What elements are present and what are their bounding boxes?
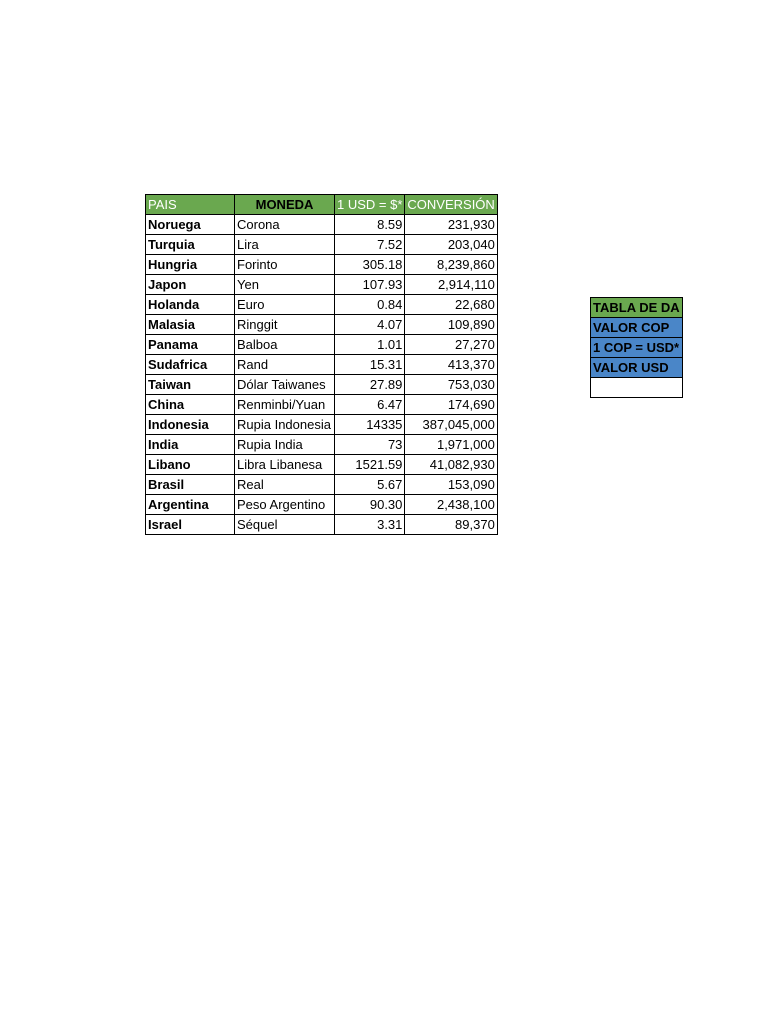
rate-cell[interactable]: 6.47 bbox=[335, 395, 405, 415]
conversion-cell[interactable]: 89,370 bbox=[405, 515, 497, 535]
side-title-cell[interactable]: TABLA DE DA bbox=[591, 298, 683, 318]
moneda-cell[interactable]: Peso Argentino bbox=[235, 495, 335, 515]
table-row bbox=[146, 435, 498, 455]
conversion-cell[interactable]: 753,030 bbox=[405, 375, 497, 395]
side-row-blank bbox=[591, 378, 683, 398]
rate-cell[interactable]: 305.18 bbox=[335, 255, 405, 275]
pais-cell[interactable]: Brasil bbox=[146, 475, 235, 495]
table-row bbox=[146, 475, 498, 495]
table-row bbox=[146, 415, 498, 435]
conversion-cell[interactable]: 27,270 bbox=[405, 335, 497, 355]
moneda-cell[interactable]: Corona bbox=[235, 215, 335, 235]
moneda-cell[interactable]: Rupia India bbox=[235, 435, 335, 455]
blank-cell[interactable] bbox=[591, 378, 683, 398]
conversion-cell[interactable]: 231,930 bbox=[405, 215, 497, 235]
pais-cell[interactable]: Holanda bbox=[146, 295, 235, 315]
rate-cell[interactable]: 73 bbox=[335, 435, 405, 455]
side-row-valor-cop bbox=[591, 318, 683, 338]
pais-cell[interactable]: Taiwan bbox=[146, 375, 235, 395]
rate-cell[interactable]: 5.67 bbox=[335, 475, 405, 495]
pais-cell[interactable]: Argentina bbox=[146, 495, 235, 515]
table-row bbox=[146, 215, 498, 235]
rate-cell[interactable]: 1.01 bbox=[335, 335, 405, 355]
table-row bbox=[146, 315, 498, 335]
moneda-cell[interactable]: Rand bbox=[235, 355, 335, 375]
table-row bbox=[146, 455, 498, 475]
rate-cell[interactable]: 90.30 bbox=[335, 495, 405, 515]
conversion-cell[interactable]: 1,971,000 bbox=[405, 435, 497, 455]
data-side-table bbox=[590, 297, 683, 398]
pais-cell[interactable]: Indonesia bbox=[146, 415, 235, 435]
pais-cell[interactable]: China bbox=[146, 395, 235, 415]
moneda-cell[interactable]: Balboa bbox=[235, 335, 335, 355]
moneda-cell[interactable]: Yen bbox=[235, 275, 335, 295]
header-rate[interactable]: 1 USD = $* bbox=[335, 195, 405, 215]
pais-cell[interactable]: Israel bbox=[146, 515, 235, 535]
header-conversion[interactable]: CONVERSIÓN bbox=[405, 195, 497, 215]
table-row bbox=[146, 255, 498, 275]
valor-cop-cell[interactable]: VALOR COP bbox=[591, 318, 683, 338]
table-row bbox=[146, 335, 498, 355]
side-row-valor-usd bbox=[591, 358, 683, 378]
rate-cell[interactable]: 15.31 bbox=[335, 355, 405, 375]
conversion-cell[interactable]: 387,045,000 bbox=[405, 415, 497, 435]
conversion-cell[interactable]: 203,040 bbox=[405, 235, 497, 255]
moneda-cell[interactable]: Dólar Taiwanes bbox=[235, 375, 335, 395]
table-row bbox=[146, 275, 498, 295]
header-pais[interactable]: PAIS bbox=[146, 195, 235, 215]
table-row bbox=[146, 515, 498, 535]
rate-cell[interactable]: 8.59 bbox=[335, 215, 405, 235]
table-row bbox=[146, 235, 498, 255]
currency-table bbox=[145, 194, 498, 535]
table-row bbox=[146, 375, 498, 395]
pais-cell[interactable]: Panama bbox=[146, 335, 235, 355]
valor-usd-cell[interactable]: VALOR USD bbox=[591, 358, 683, 378]
conversion-cell[interactable]: 22,680 bbox=[405, 295, 497, 315]
moneda-cell[interactable]: Séquel bbox=[235, 515, 335, 535]
moneda-cell[interactable]: Ringgit bbox=[235, 315, 335, 335]
rate-cell[interactable]: 107.93 bbox=[335, 275, 405, 295]
conversion-cell[interactable]: 109,890 bbox=[405, 315, 497, 335]
pais-cell[interactable]: India bbox=[146, 435, 235, 455]
moneda-cell[interactable]: Renminbi/Yuan bbox=[235, 395, 335, 415]
conversion-cell[interactable]: 174,690 bbox=[405, 395, 497, 415]
rate-cell[interactable]: 0.84 bbox=[335, 295, 405, 315]
conversion-cell[interactable]: 41,082,930 bbox=[405, 455, 497, 475]
table-row bbox=[146, 495, 498, 515]
pais-cell[interactable]: Libano bbox=[146, 455, 235, 475]
table-row bbox=[146, 355, 498, 375]
conversion-cell[interactable]: 2,914,110 bbox=[405, 275, 497, 295]
table-row bbox=[146, 395, 498, 415]
rate-cell[interactable]: 27.89 bbox=[335, 375, 405, 395]
side-row-cop-usd bbox=[591, 338, 683, 358]
pais-cell[interactable]: Turquia bbox=[146, 235, 235, 255]
rate-cell[interactable]: 7.52 bbox=[335, 235, 405, 255]
pais-cell[interactable]: Sudafrica bbox=[146, 355, 235, 375]
cop-usd-cell[interactable]: 1 COP = USD* bbox=[591, 338, 683, 358]
moneda-cell[interactable]: Euro bbox=[235, 295, 335, 315]
rate-cell[interactable]: 3.31 bbox=[335, 515, 405, 535]
conversion-cell[interactable]: 153,090 bbox=[405, 475, 497, 495]
table-row bbox=[146, 295, 498, 315]
conversion-cell[interactable]: 2,438,100 bbox=[405, 495, 497, 515]
header-row bbox=[146, 195, 498, 215]
rate-cell[interactable]: 1521.59 bbox=[335, 455, 405, 475]
pais-cell[interactable]: Malasia bbox=[146, 315, 235, 335]
rate-cell[interactable]: 4.07 bbox=[335, 315, 405, 335]
side-row-title bbox=[591, 298, 683, 318]
pais-cell[interactable]: Hungria bbox=[146, 255, 235, 275]
moneda-cell[interactable]: Rupia Indonesia bbox=[235, 415, 335, 435]
moneda-cell[interactable]: Lira bbox=[235, 235, 335, 255]
moneda-cell[interactable]: Libra Libanesa bbox=[235, 455, 335, 475]
header-moneda[interactable]: MONEDA bbox=[235, 195, 335, 215]
moneda-cell[interactable]: Forinto bbox=[235, 255, 335, 275]
conversion-cell[interactable]: 413,370 bbox=[405, 355, 497, 375]
pais-cell[interactable]: Japon bbox=[146, 275, 235, 295]
rate-cell[interactable]: 14335 bbox=[335, 415, 405, 435]
conversion-cell[interactable]: 8,239,860 bbox=[405, 255, 497, 275]
moneda-cell[interactable]: Real bbox=[235, 475, 335, 495]
pais-cell[interactable]: Noruega bbox=[146, 215, 235, 235]
